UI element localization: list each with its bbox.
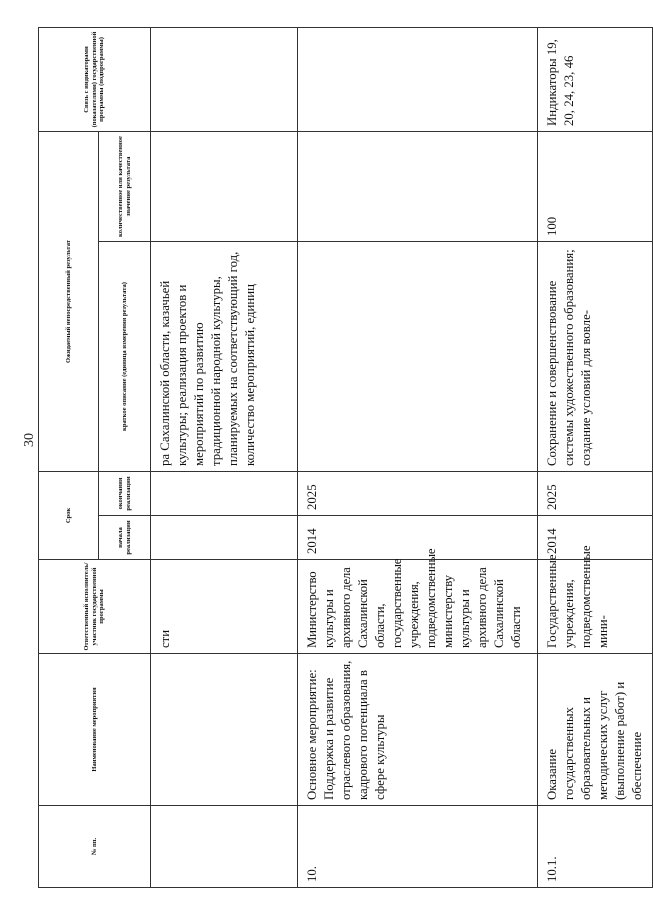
header-name: Наименование мероприятия: [39, 654, 151, 806]
cell-end: [151, 472, 298, 516]
cell-result-desc: ра Сахалинской области, казачьей культуры; реализация проектов и мероприятий по развитию традиционной народной культуры, планируемых на соответствующий год, количество мероприятий, единиц: [151, 242, 298, 472]
header-result-value: количественное или качественное значение результата: [99, 132, 151, 242]
table-row: [538, 28, 653, 888]
cell-end: 2025: [538, 472, 653, 516]
cell-name: Основное мероприятие: Поддержка и развитие отраслевого образования, кадрового потенциала в сфере культуры: [298, 654, 538, 806]
page-number: 30: [22, 433, 37, 447]
header-result-short: краткое описание (единица измерения результата): [99, 242, 151, 472]
cell-num: [151, 806, 298, 888]
cell-responsible: сти: [151, 560, 298, 654]
cell-name: Оказание государственных образовательных и методических услуг (выполнение работ) и обеспечение: [538, 654, 653, 806]
table-row: [151, 28, 298, 888]
table-row: [298, 28, 538, 888]
cell-links: [151, 28, 298, 132]
cell-links: [298, 28, 538, 132]
cell-result-value: 100: [538, 132, 653, 242]
cell-responsible: Государственные учреждения, подведомственные мини-: [538, 560, 653, 654]
cell-links: Индикаторы 19, 20, 24, 23, 46: [538, 28, 653, 132]
cell-result-value: [298, 132, 538, 242]
cell-result-value: [151, 132, 298, 242]
rotated-table-container: [38, 28, 644, 888]
cell-end: 2025: [298, 472, 538, 516]
cell-num: 10.1.: [538, 806, 653, 888]
header-responsible: Ответственный исполнитель/участник государственной программы: [39, 560, 151, 654]
header-num: № пп.: [39, 806, 151, 888]
header-links: Связь с индикаторами (показателями) государственной программы (подпрограммы): [39, 28, 151, 132]
header-result: Ожидаемый непосредственный результат: [39, 132, 99, 472]
cell-start: 2014: [538, 516, 653, 560]
cell-name: [151, 654, 298, 806]
cell-responsible: Министерство культуры и архивного дела Сахалинской области, государственные учреждения, подведомственные министерству культуры и архивного дела Сахалинской области: [298, 560, 538, 654]
header-term-start: начала реализации: [99, 516, 151, 560]
cell-result-desc: Сохранение и совершенствование системы художественного образования; создание условий для вовле-: [538, 242, 653, 472]
cell-num: 10.: [298, 806, 538, 888]
header-term: Срок: [39, 472, 99, 560]
cell-start: 2014: [298, 516, 538, 560]
cell-start: [151, 516, 298, 560]
activities-table: [38, 27, 653, 888]
header-term-end: окончания реализации: [99, 472, 151, 516]
cell-result-desc: [298, 242, 538, 472]
